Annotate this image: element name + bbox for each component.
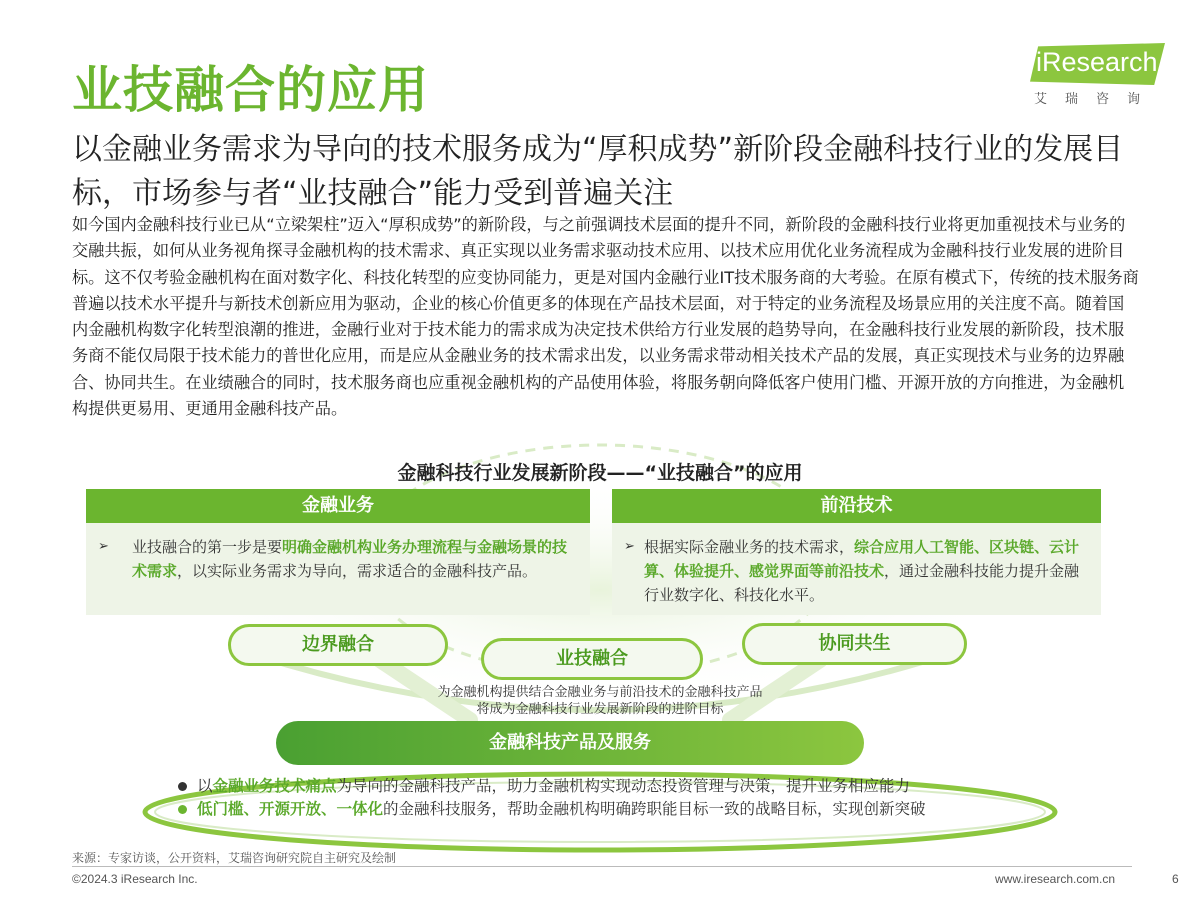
- bullet1-text-1: 以: [197, 777, 213, 795]
- copyright: ©2024.3 iResearch Inc.: [72, 872, 198, 886]
- pill-business-tech-fusion: 业技融合: [481, 638, 703, 680]
- source-note: 来源：专家访谈，公开资料，艾瑞咨询研究院自主研究及绘制: [72, 851, 397, 865]
- product-service-bar: 金融科技产品及服务: [276, 721, 864, 765]
- bullet-arrow-icon: ➢: [624, 539, 635, 554]
- page-subtitle: 以金融业务需求为导向的技术服务成为“厚积成势”新阶段金融科技行业的发展目标，市场参与者“业技融合”能力受到普遍关注: [72, 132, 1124, 211]
- bullet2-text: 的金融科技服务，帮助金融机构明确跨职能目标一致的战略目标，实现创新突破: [383, 800, 926, 818]
- left-text-1: 业技融合的第一步是要: [132, 538, 283, 556]
- body-paragraph: 如今国内金融科技行业已从“立梁架柱”迈入“厚积成势”的新阶段，与之前强调技术层面的提升不同，新阶段的金融科技行业将更加重视技术与业务的交融共振，如何从业务视角探寻金融机构的技术需求、真正实现以业务需求驱动技术应用、以技术应用优化业务流程成为金融科技行业发展的进阶目标。这不仅考验金融机构在面对数字化、科技化转型的应变协同能力，更是对国内金融行业IT技术服务商的大考验。在原有模式下，传统的技术服务商普遍以技术水平提升与新技术创新应用为驱动，企业的核心价值更多的体现在产品技术层面，对于特定的业务流程及场景应用的关注度不高。随着国内金融机构数字化转型浪潮的推进，金融行业对于技术能力的需求成为决定技术供给方行业发展的趋势导向，在金融科技行业发展的新阶段，技术服务商不能仅局限于技术能力的普世化应用，而是应从金融业务的技术需求出发，以业务需求带动相关技术产品的发展，真正实现技术与业务的边界融合、协同共生。在业绩融合的同时，技术服务商也应重视金融机构的产品使用体验，将服务朝向降低客户使用门槛、开源开放的方向推进，为金融机构提供更易用、更通用金融科技产品。: [72, 215, 1139, 419]
- footer-divider: [72, 866, 1132, 867]
- page-title: 业技融合的应用: [72, 61, 429, 119]
- bullet1-highlight: 金融业务技术痛点: [212, 777, 337, 795]
- bullet2-highlight: 低门槛、开源开放、一体化: [197, 800, 384, 818]
- right-text-2: ，通过金融科技能力提升金融行业数字化、科技化水平。: [644, 562, 1080, 604]
- bullet-item-2: [178, 798, 926, 820]
- pill-synergy: 协同共生: [742, 623, 967, 665]
- bullet-item-1: [178, 775, 910, 797]
- left-panel-heading: 金融业务: [86, 489, 590, 523]
- logo-brand: iResearch: [1036, 47, 1158, 77]
- right-text-1: 根据实际金融业务的技术需求，: [644, 538, 855, 556]
- bullet-arrow-icon: ➢: [98, 539, 109, 554]
- right-highlight: 综合应用人工智能、区块链、云计算、体验提升、感觉界面等前沿技术: [644, 538, 1080, 580]
- website-link[interactable]: www.iresearch.com.cn: [995, 872, 1116, 886]
- diagram-caption-2: 将成为金融科技行业发展新阶段的进阶目标: [476, 702, 724, 717]
- left-text-2: ，以实际业务需求为导向，需求适合的金融科技产品。: [177, 562, 538, 580]
- pill-boundary-fusion: 边界融合: [228, 624, 448, 666]
- bullet-dot-icon: [178, 782, 187, 791]
- right-panel-heading: 前沿技术: [612, 489, 1101, 523]
- page-number: 6: [1172, 872, 1179, 886]
- left-panel-body: [86, 523, 590, 615]
- bullet1-text-2: 为导向的金融科技产品，助力金融机构实现动态投资管理与决策，提升业务相应能力: [336, 777, 911, 795]
- diagram-title: 金融科技行业发展新阶段——“业技融合”的应用: [397, 462, 803, 484]
- left-panel: [86, 489, 590, 615]
- diagram-caption-1: 为金融机构提供结合金融业务与前沿技术的金融科技产品: [437, 685, 763, 700]
- right-panel-body: [612, 523, 1101, 615]
- logo-chinese: 艾瑞咨询: [1034, 92, 1159, 107]
- left-highlight: 明确金融机构业务办理流程与金融场景的技术需求: [132, 538, 568, 580]
- right-panel: [612, 489, 1101, 615]
- bullet-dot-icon: [178, 805, 187, 814]
